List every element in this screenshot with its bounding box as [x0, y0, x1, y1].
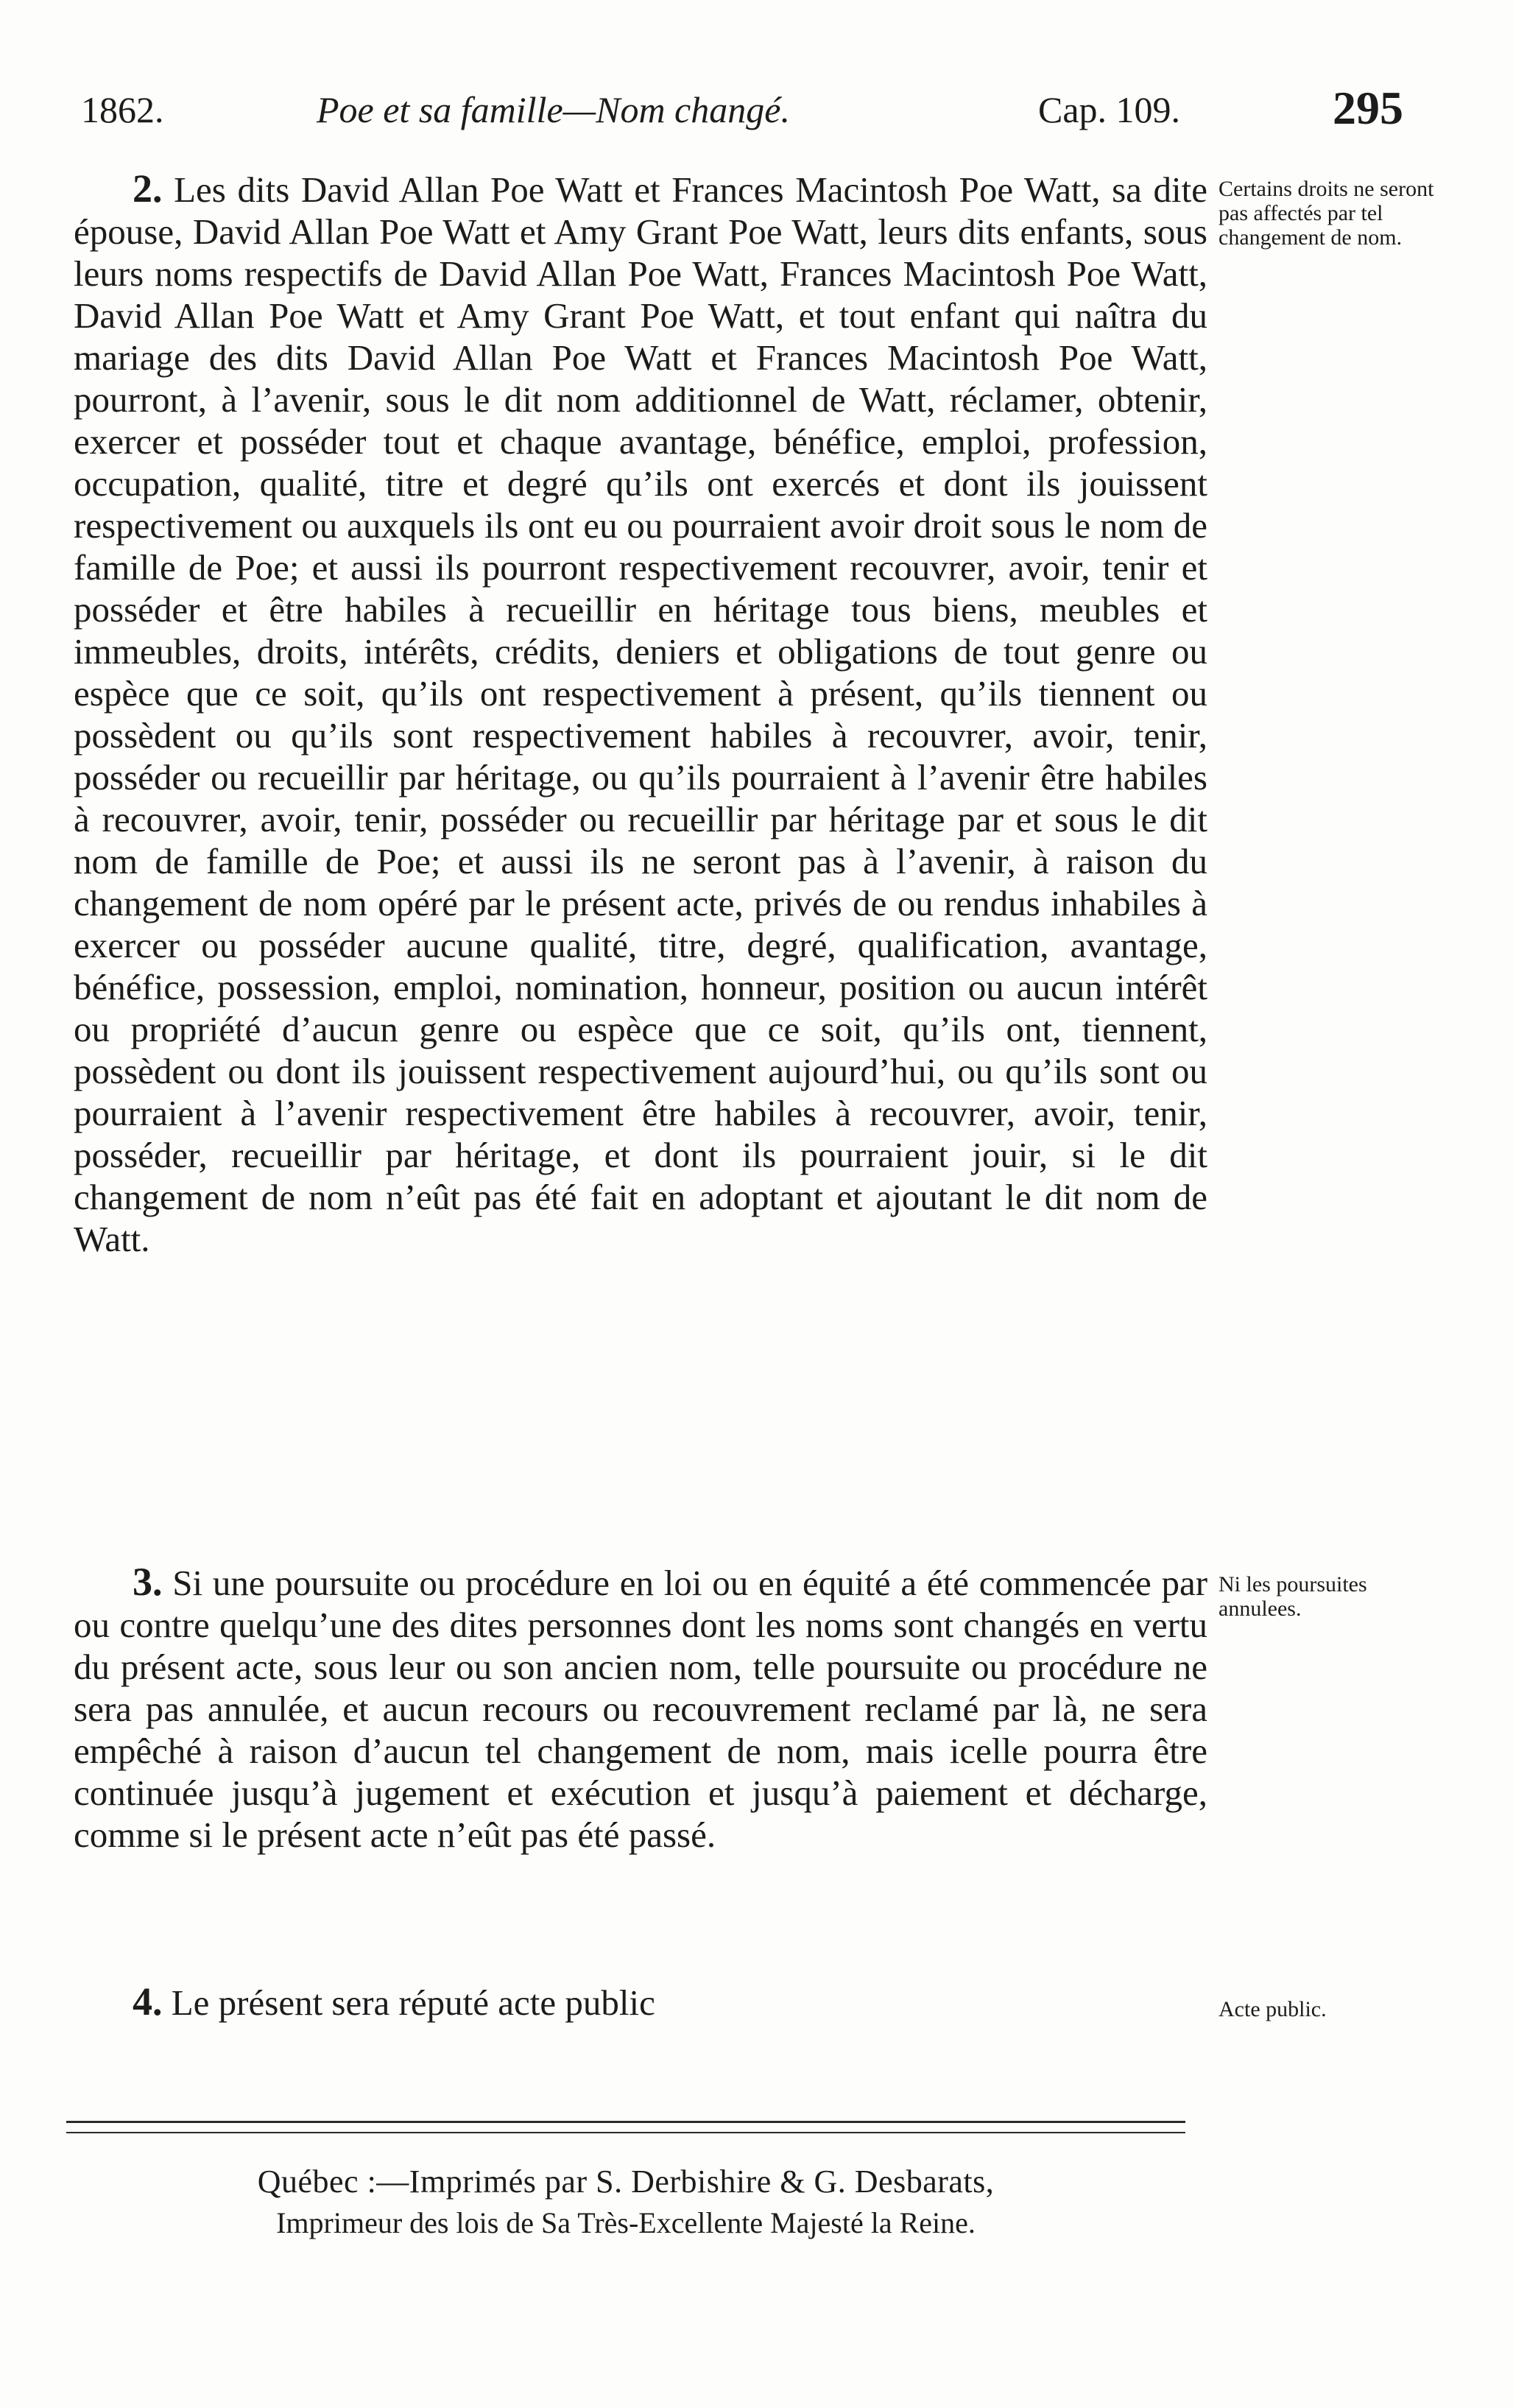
page-number: 295	[1333, 82, 1403, 134]
margin-note-section-4: Acte public.	[1218, 1997, 1327, 2021]
margin-note-section-3: Ni les poursuites annulees.	[1218, 1572, 1367, 1621]
header-running-title: Poe et sa famille—Nom changé.	[317, 89, 790, 130]
imprint-printers: Québec :—Imprimés par S. Derbishire & G. Desbarats,	[257, 2164, 995, 2200]
section-text: Le présent sera réputé acte public	[171, 1982, 655, 2023]
section-text: Les dits David Allan Poe Watt et Frances Macintosh Poe Watt, sa dite épouse, David Allan Poe Watt et Amy Grant Poe Watt, leurs dits enfants, sous leurs noms respectifs de David Allan Poe Watt, Frances Macintosh Poe Watt, David Allan Poe Watt et Amy Grant Poe Watt, et tout enfant qui naîtra du mariage des dits David Allan Poe Watt et Frances Macintosh Poe Watt, pourront, à l’avenir, sous le dit nom additionnel de Watt, réclamer, obtenir, exercer et posséder tout et chaque avantage, bénéfice, emploi, profession, occupation, qualité, titre et degré qu’ils ont exercés et dont ils jouissent respectivement ou auxquels ils ont eu ou pourraient avoir droit sous le nom de famille de Poe; et aussi ils pourront respectivement recouvrer, avoir, tenir et posséder et être habiles à recueillir en héritage tous biens, meubles et immeubles, droits, intérêts, crédits, deniers et obligations de tout genre ou espèce que ce soit, qu’ils ont respectivement à présent, qu’ils tiennent ou possèdent ou qu’ils sont respectivement habiles à recouvrer, avoir, tenir, posséder ou recueillir par héritage, ou qu’ils pourraient à l’avenir être habiles à recouvrer, avoir, tenir, posséder ou recueillir par héritage par et sous le dit nom de famille de Poe; et aussi ils ne seront pas à l’avenir, à raison du changement de nom opéré par le présent acte, privés de ou rendus inhabiles à exercer ou posséder aucune qualité, titre, degré, qualification, avantage, bénéfice, possession, emploi, nomination, honneur, position ou aucun intérêt ou propriété d’aucun genre ou espèce que ce soit, qu’ils ont, tiennent, possèdent ou dont ils jouissent respectivement aujourd’hui, ou qu’ils sont ou pourraient à l’avenir respectivement être habiles à recouvrer, avoir, tenir, posséder, recueillir par héritage, et dont ils pourraient jouir, si le dit changement de nom n’eût pas été fait en adoptant et ajoutant le dit nom de Watt.	[74, 169, 1208, 1259]
header-year: 1862.	[81, 89, 164, 130]
section-4	[74, 1981, 1207, 2024]
section-2	[74, 168, 1207, 1260]
printer-imprint	[74, 2161, 1178, 2244]
header-chapter: Cap. 109.	[1038, 89, 1181, 130]
imprint-printer-title: Imprimeur des lois de Sa Très-Excellente Majesté la Reine.	[276, 2206, 976, 2239]
section-text: Si une poursuite ou procédure en loi ou en équité a été commencée par ou contre quelqu’une des dites personnes dont les noms sont changés en vertu du présent acte, sous leur ou son ancien nom, telle poursuite ou procédure ne sera pas annulée, et aucun recours ou recouvrement reclamé par là, ne sera empêché à raison d’aucun tel changement de nom, mais icelle pourra être continuée jusqu’à jugement et exécution et jusqu’à paiement et décharge, comme si le présent acte n’eût pas été passé.	[74, 1563, 1208, 1855]
section-number: 4.	[133, 1979, 163, 2024]
running-header	[81, 81, 1421, 140]
double-rule-divider	[66, 2121, 1185, 2133]
section-3	[74, 1561, 1207, 1856]
margin-note-section-2: Certains droits ne seront pas affectés par tel changement de nom.	[1218, 177, 1434, 250]
section-number: 3.	[133, 1560, 163, 1604]
section-number: 2.	[133, 166, 163, 211]
